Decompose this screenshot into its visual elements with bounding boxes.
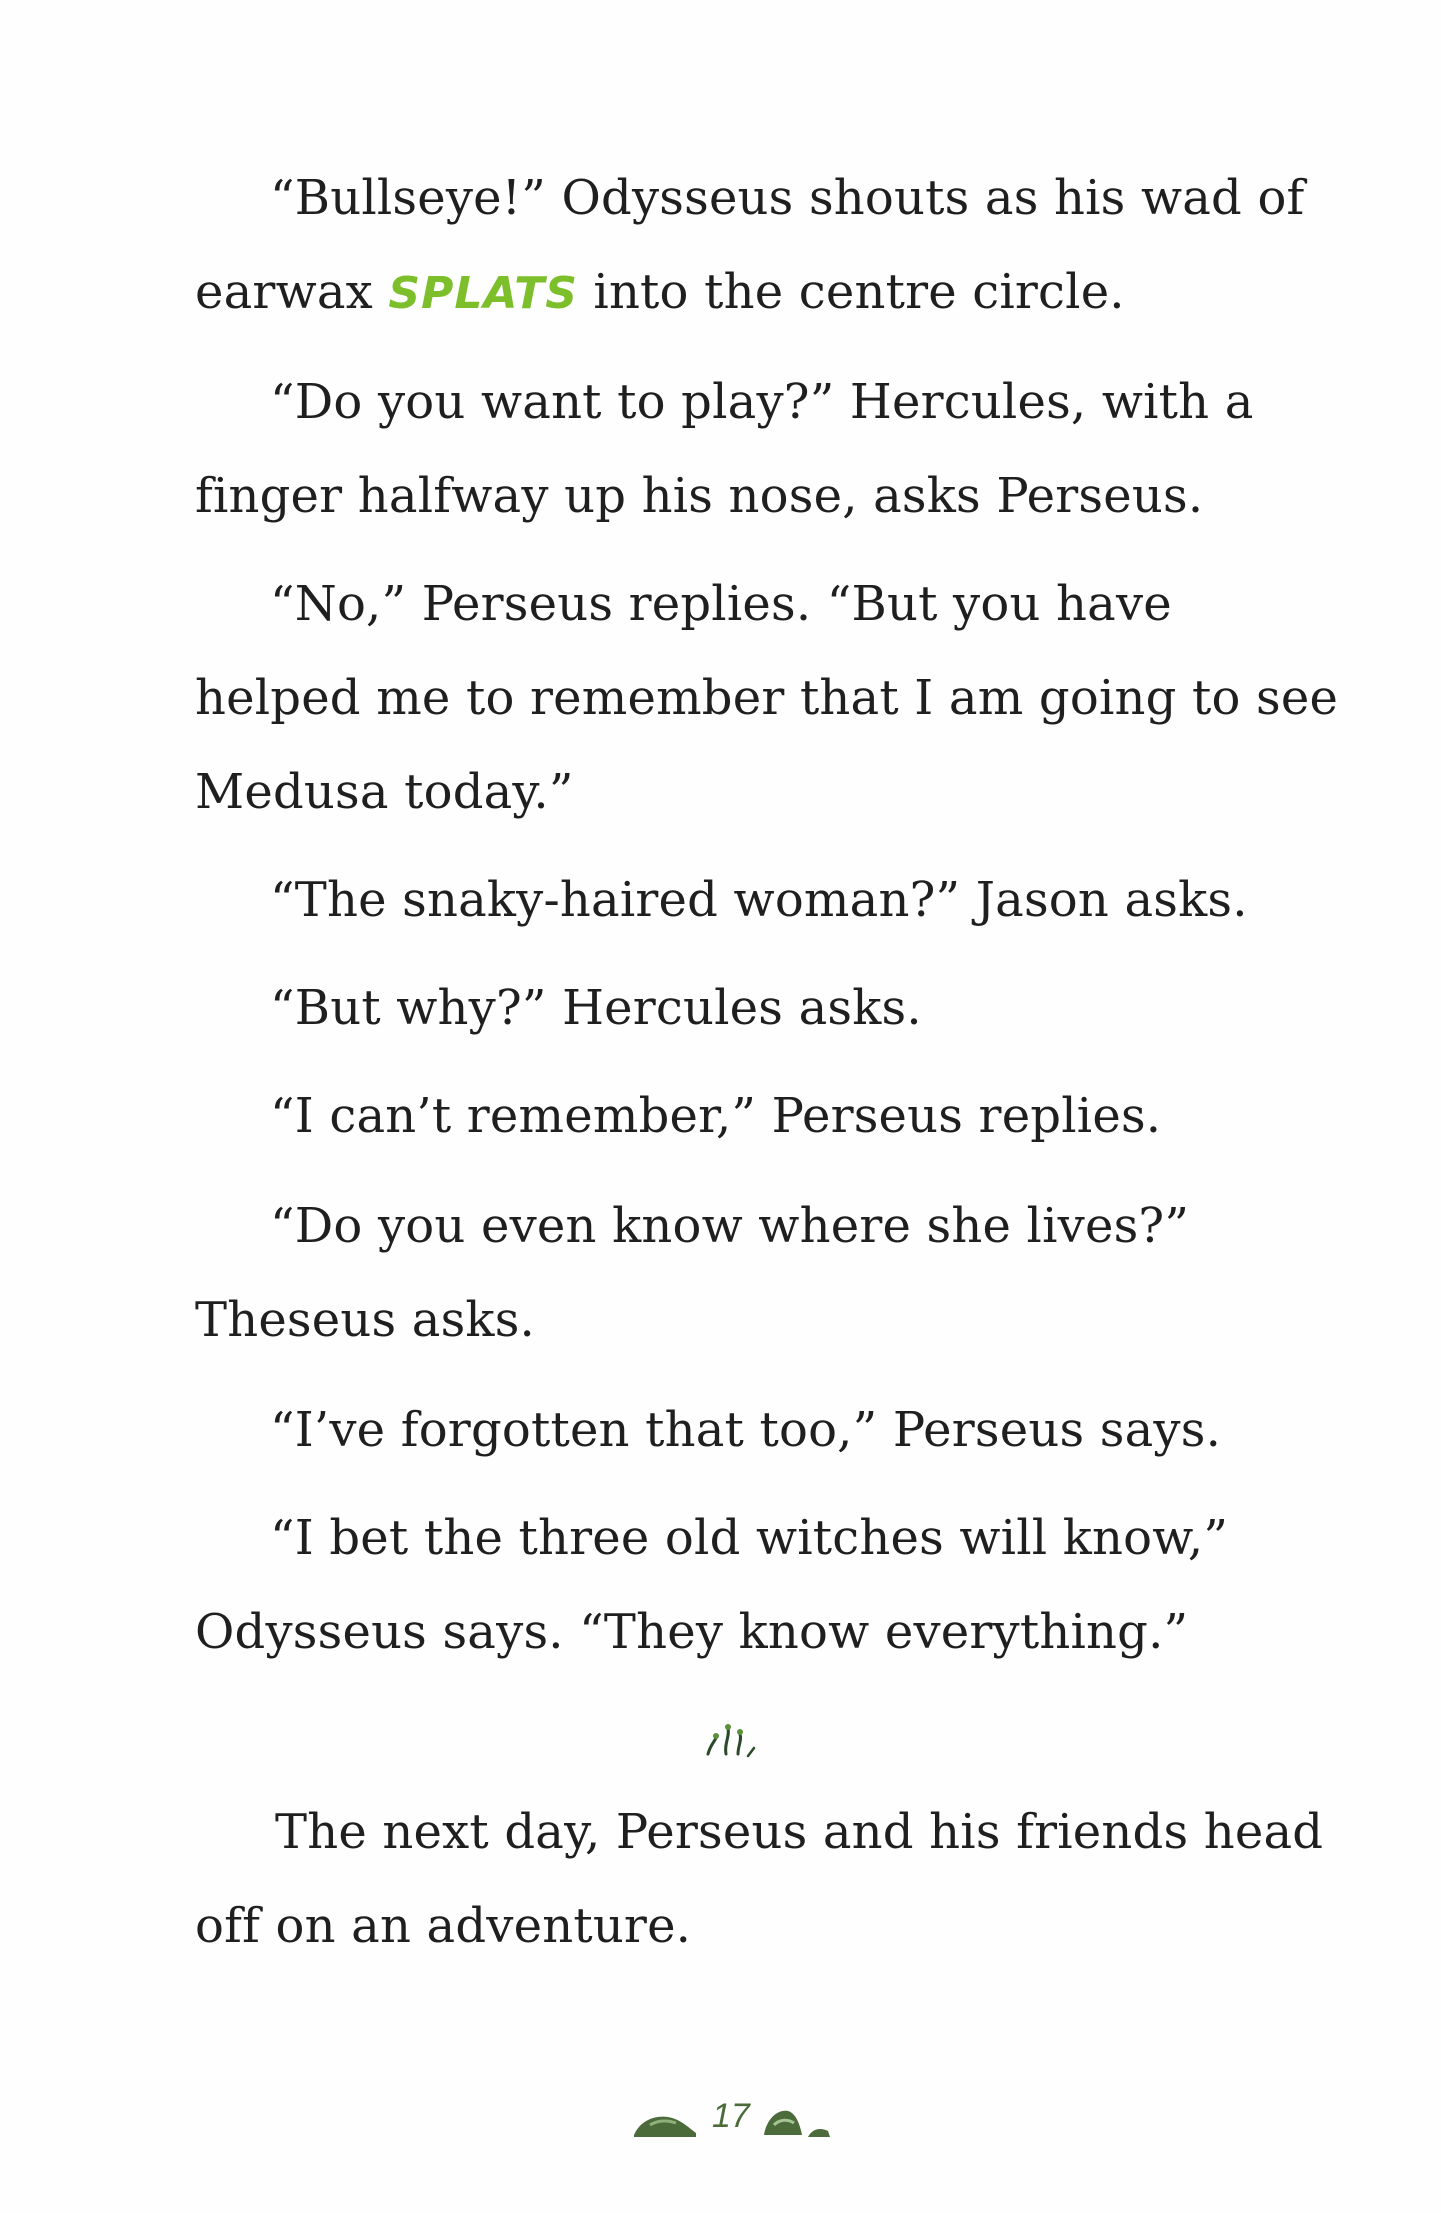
page-number: 17 (712, 2097, 750, 2135)
splats-sound-effect: SPLATS (388, 268, 578, 319)
paragraph-line: “I bet the three old witches will know,” (270, 1510, 1229, 1566)
paragraph-line: “The snaky-haired woman?” Jason asks. (270, 872, 1248, 928)
paragraph-line: “No,” Perseus replies. “But you have (270, 576, 1172, 632)
paragraph-line: off on an adventure. (195, 1898, 692, 1954)
rock-icon (760, 2099, 840, 2143)
paragraph-line: “I’ve forgotten that too,” Perseus says. (270, 1402, 1222, 1458)
text-span: earwax (195, 264, 389, 320)
paragraph-line: “Bullseye!” Odysseus shouts as his wad of (270, 170, 1305, 226)
paragraph-line: Medusa today.” (195, 764, 574, 820)
paragraph-line: “But why?” Hercules asks. (270, 980, 922, 1036)
paragraph-line: “I can’t remember,” Perseus replies. (270, 1088, 1162, 1144)
paragraph-line: finger halfway up his nose, asks Perseus. (195, 468, 1204, 524)
paragraph-line: helped me to remember that I am going to see (195, 670, 1339, 726)
paragraph-line: “Do you even know where she lives?” (270, 1198, 1190, 1254)
paragraph-line: Odysseus says. “They know everything.” (195, 1604, 1189, 1660)
paragraph-line: “Do you want to play?” Hercules, with a (270, 374, 1254, 430)
rock-icon (630, 2109, 700, 2143)
sprout-ornament-icon (700, 1720, 760, 1760)
page-folio (630, 2095, 850, 2145)
paragraph-line (195, 262, 1125, 324)
paragraph-line: The next day, Perseus and his friends head (275, 1804, 1324, 1860)
text-span: into the centre circle. (577, 264, 1125, 320)
paragraph-line: Theseus asks. (195, 1292, 536, 1348)
